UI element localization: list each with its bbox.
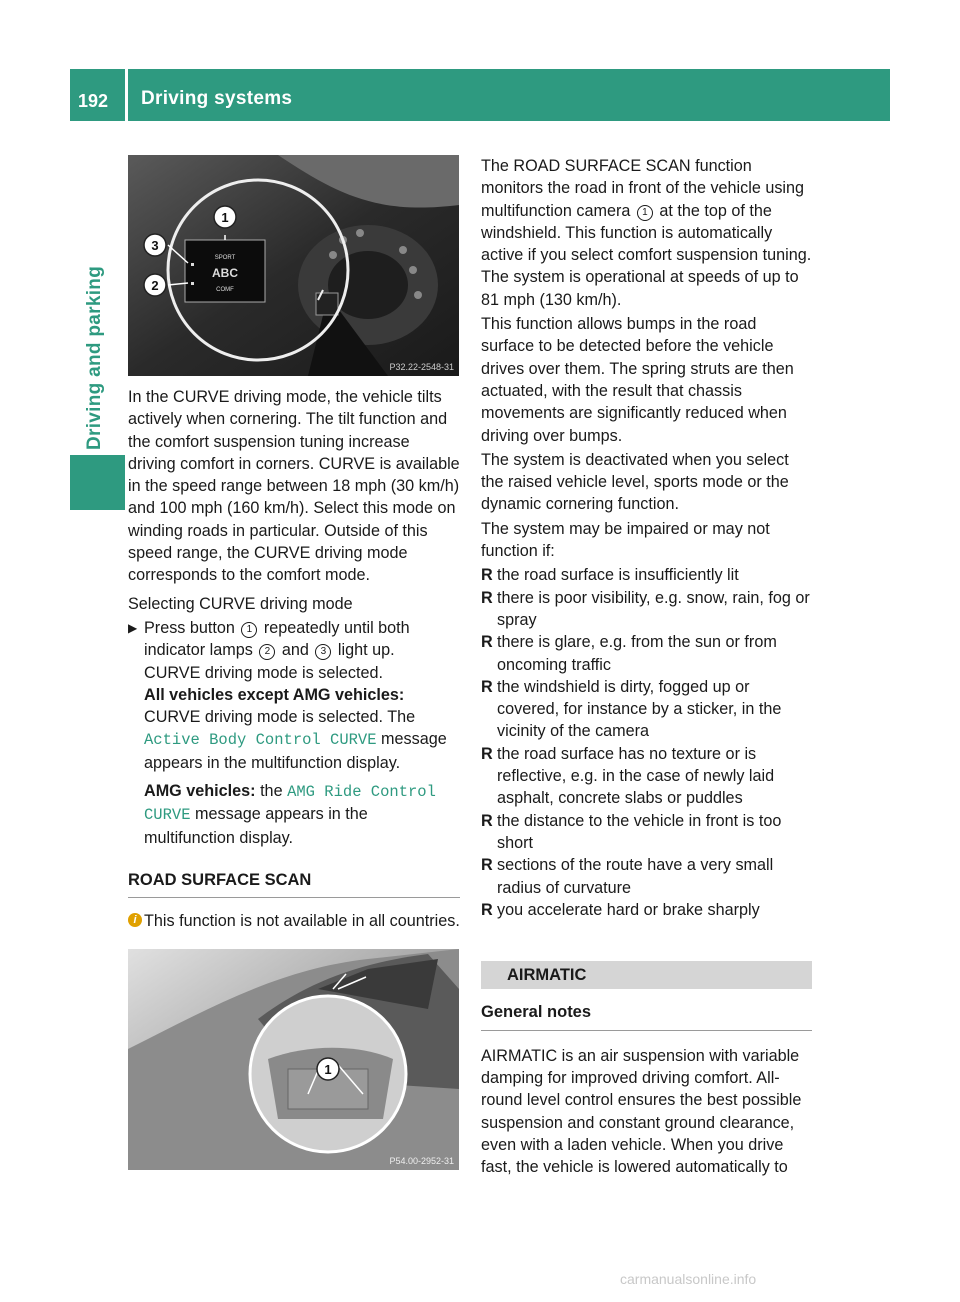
general-notes-heading: General notes xyxy=(481,1001,812,1030)
airmatic-paragraph: AIRMATIC is an air suspension with variable damping for improved driving comfort. All-round level control ensures the best possible suspension and constant ground clearance, even with a laden vehicle. When you drive fast, the vehicle is lowered automatically to xyxy=(481,1046,802,1177)
windshield-illustration xyxy=(128,949,459,1170)
info-note: i This function is not available in all countries. xyxy=(128,910,460,932)
amg-curve-message: AMG Ride Control CURVE xyxy=(144,783,436,825)
list-item: R there is glare, e.g. from the sun or from oncoming traffic xyxy=(481,633,777,674)
display-comf: COMF xyxy=(216,287,234,293)
label-1: 1 xyxy=(324,1061,332,1077)
impaired-paragraph: The system may be impaired or may not function if: xyxy=(481,519,770,561)
road-surface-scan-heading: ROAD SURFACE SCAN xyxy=(128,869,460,898)
side-tab-marker xyxy=(70,455,125,510)
abc-curve-message: Active Body Control CURVE xyxy=(144,731,377,750)
label-1: 1 xyxy=(221,210,229,225)
num-1-icon: 1 xyxy=(241,622,257,638)
label-3: 3 xyxy=(151,238,159,253)
windshield-camera-photo xyxy=(128,949,459,1170)
chapter-title: Driving systems xyxy=(141,88,293,109)
instruction-step: ▶ Press button 1 repeatedly until both indicator lamps 2 and 3 light up. xyxy=(128,618,410,660)
road-surface-scan-paragraph: The ROAD SURFACE SCAN function monitors the road in front of the vehicle using multifunction camera 1 at the top of the windshield. This function is automatically active if you select comfort suspension tuning. The system is operational at speeds of up to 81 mph (130 km/h). xyxy=(481,157,812,309)
image-code-1: P32.22-2548-31 xyxy=(389,362,454,372)
conditions-list xyxy=(481,564,812,921)
list-item: R the windshield is dirty, fogged up or covered, for instance by a sticker, in the vicinity of the camera xyxy=(481,677,782,741)
list-item: R there is poor visibility, e.g. snow, rain, fog or spray xyxy=(481,588,810,629)
step-arrow-icon: ▶ xyxy=(128,620,138,635)
right-column xyxy=(481,155,812,1178)
except-amg-text: CURVE driving mode is selected. The Active Body Control CURVE message appears in the multifunction display. xyxy=(144,708,447,772)
list-item: R you accelerate hard or brake sharply xyxy=(481,900,760,919)
list-item: R the distance to the vehicle in front is too short xyxy=(481,811,782,852)
num-2-icon: 2 xyxy=(259,644,275,660)
curve-button-photo xyxy=(128,155,459,376)
list-item: R sections of the route have a very small radius of curvature xyxy=(481,856,774,897)
left-column xyxy=(128,155,460,1170)
selecting-curve-heading: Selecting CURVE driving mode xyxy=(128,594,353,613)
image-code-2: P54.00-2952-31 xyxy=(389,1155,454,1166)
header-divider xyxy=(125,69,128,121)
num-1-icon: 1 xyxy=(637,205,653,221)
list-item: R the road surface has no texture or is reflective, e.g. in the case of newly laid asphalt, concrete slabs or puddles xyxy=(481,744,775,808)
display-abc: ABC xyxy=(212,266,238,280)
bumps-paragraph: This function allows bumps in the road surface to be detected before the vehicle drives over them. The spring struts are then actuated, with the result that chassis movements are significantly reduced when driving over bumps. xyxy=(481,315,794,445)
label-2: 2 xyxy=(151,278,159,293)
amg-vehicles-text: AMG vehicles: the AMG Ride Control CURVE message appears in the multifunction display. xyxy=(144,782,436,847)
watermark: carmanualsonline.info xyxy=(620,1271,757,1287)
curve-paragraph: In the CURVE driving mode, the vehicle tilts actively when cornering. The tilt function and the comfort suspension tuning increase driving comfort in corners. CURVE is available in the speed range between 18 mph (30 km/h) and 100 mph (160 km/h). Select this mode on winding roads in particular. Outside of this speed range, the CURVE driving mode corresponds to the comfort mode. xyxy=(128,388,460,585)
airmatic-heading: AIRMATIC xyxy=(481,961,812,989)
page-number: 192 xyxy=(78,91,109,111)
list-item: R the road surface is insufficiently lit xyxy=(481,566,739,585)
num-3-icon: 3 xyxy=(315,644,331,660)
except-amg-heading: All vehicles except AMG vehicles: xyxy=(144,685,405,704)
center-console-illustration xyxy=(128,155,459,376)
deactivation-paragraph: The system is deactivated when you select the raised vehicle level, sports mode or the dynamic cornering function. xyxy=(481,450,789,514)
side-section-label: Driving and parking xyxy=(84,265,105,450)
info-icon: i xyxy=(128,913,142,927)
display-sport: SPORT xyxy=(214,255,236,261)
step-result: CURVE driving mode is selected. xyxy=(144,663,384,682)
